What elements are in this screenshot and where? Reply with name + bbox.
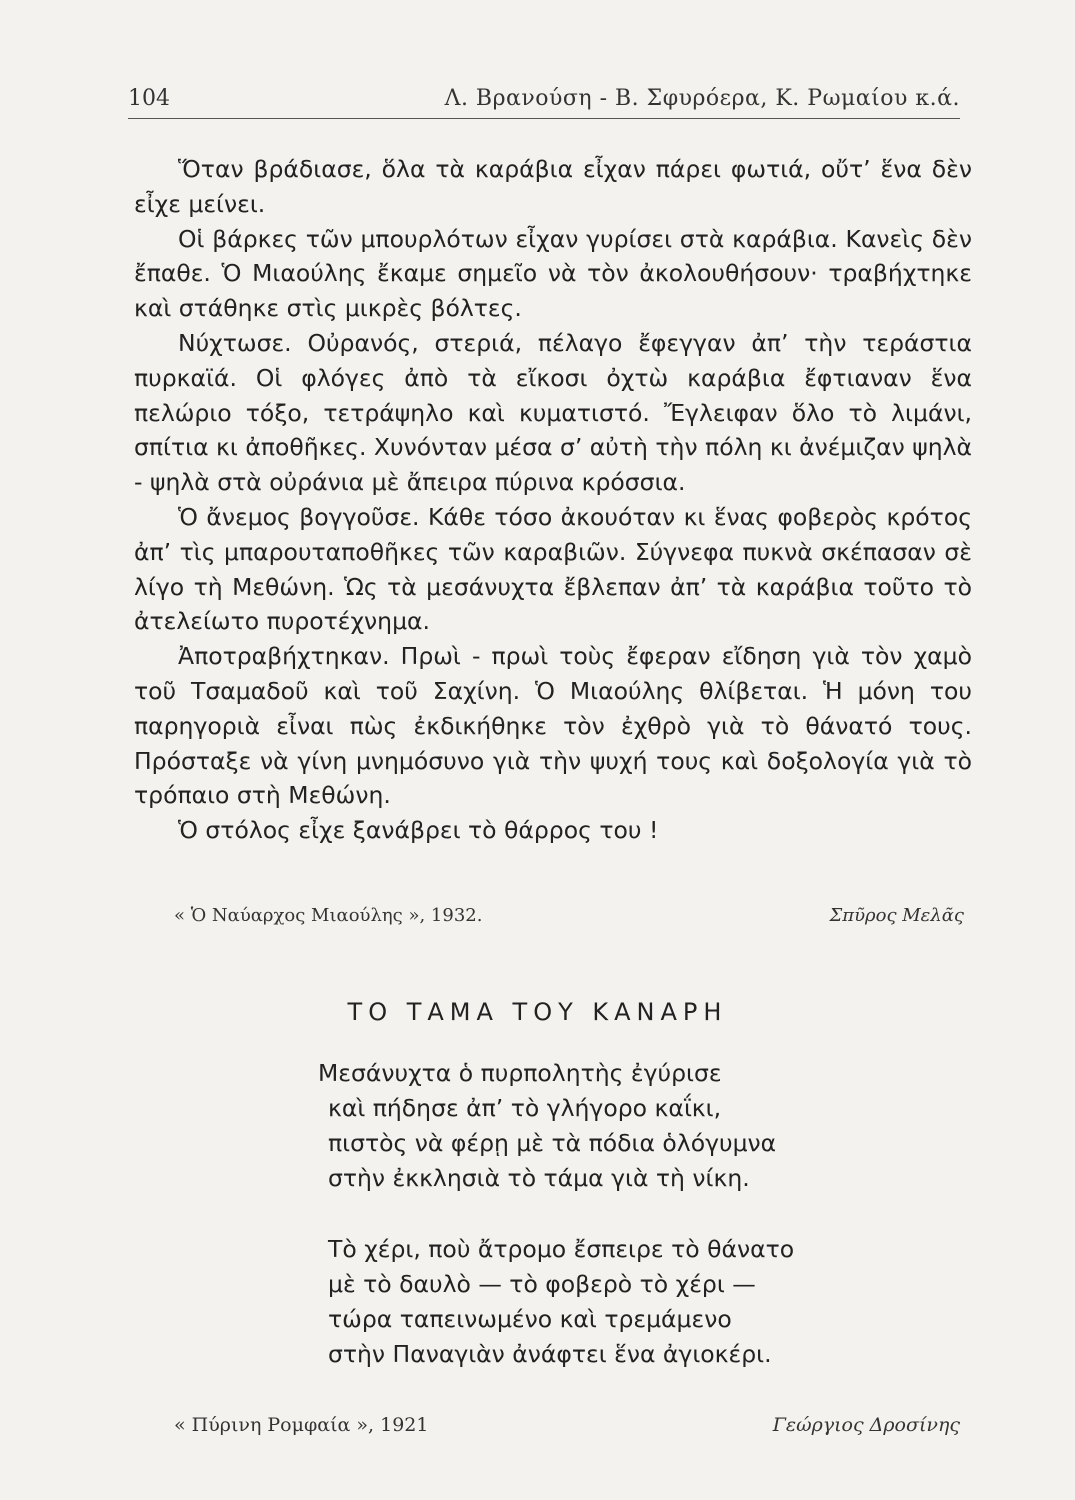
- verse-line: πιστὸς νὰ φέρῃ μὲ τὰ πόδια ὁλόγυμνα: [328, 1129, 777, 1157]
- verse-line: στὴν ἐκκλησιὰ τὸ τάμα γιὰ τὴ νίκη.: [328, 1164, 750, 1192]
- stanza: [318, 1056, 978, 1196]
- verse-line: μὲ τὸ δαυλὸ — τὸ φοβερὸ τὸ χέρι —: [328, 1270, 756, 1298]
- paragraph: Ἀποτραβήχτηκαν. Πρωὶ - πρωὶ τοὺς ἔφεραν εἴδηση γιὰ τὸν χαμὸ τοῦ Τσαμαδοῦ καὶ τοῦ Σαχίνη. Ὁ Μιαούλης θλίβεται. Ἡ μόνη του παρηγοριὰ εἶναι πὼς ἐκδικήθηκε τὸν ἐχθρὸ γιὰ τὸ θάνατό τους. Πρόσταξε νὰ γίνη μνημόσυνο γιὰ τὴν ψυχή τους καὶ δοξολογία γιὰ τὸ τρόπαιο στὴ Μεθώνη.: [134, 642, 972, 810]
- verse-line: τώρα ταπεινωμένο καὶ τρεμάμενο: [328, 1305, 732, 1333]
- source-author: Γεώργιος Δροσίνης: [772, 1414, 960, 1436]
- source-title: « Πύρινη Ρομφαία », 1921: [174, 1414, 429, 1436]
- stanza: [318, 1232, 978, 1372]
- paragraph: Ὁ ἄνεμος βογγοῦσε. Κάθε τόσο ἀκουόταν κι ἕνας φοβερὸς κρότος ἀπ’ τὶς μπαρουταποθῆκες τῶν καραβιῶν. Σύγνεφα πυκνὰ σκέπασαν σὲ λίγο τὴ Μεθώνη. Ὡς τὰ μεσάνυχτα ἔβλεπαν ἀπ’ τὰ καράβια τοῦτο τὸ ἀτελείωτο πυροτέχνημα.: [134, 502, 972, 636]
- paragraph: Ὅταν βράδιασε, ὅλα τὰ καράβια εἶχαν πάρει φωτιά, οὔτ’ ἕνα δὲν εἶχε μείνει.: [134, 155, 972, 218]
- paragraph: Νύχτωσε. Οὐρανός, στεριά, πέλαγο ἔφεγγαν ἀπ’ τὴν τεράστια πυρκαϊά. Οἱ φλόγες ἀπὸ τὰ εἴκοσι ὀχτὼ καράβια ἔφτιαναν ἕνα πελώριο τόξο, τετράψηλο καὶ κυματιστό. Ἔγλειφαν ὅλο τὸ λιμάνι, σπίτια κι ἀποθῆκες. Χυνόνταν μέσα σ’ αὐτὴ τὴν πόλη κι ἀνέμιζαν ψηλὰ - ψηλὰ στὰ οὐράνια μὲ ἄπειρα πύρινα κρόσσια.: [134, 328, 973, 497]
- paragraph: Ὁ στόλος εἶχε ξανάβρει τὸ θάρρος του !: [178, 816, 659, 845]
- poem: [318, 1056, 978, 1408]
- running-head: Λ. Βρανούση - Β. Σφυρόερα, Κ. Ρωμαίου κ.ά.: [444, 86, 960, 111]
- verse-line: στὴν Παναγιὰν ἀνάφτει ἕνα ἀγιοκέρι.: [328, 1340, 772, 1368]
- source-title: « Ὁ Ναύαρχος Μιαούλης », 1932.: [174, 905, 483, 926]
- page-number: 104: [128, 86, 170, 111]
- prose-text: [134, 152, 972, 848]
- page-header: [128, 86, 960, 119]
- verse-line: καὶ πήδησε ἀπ’ τὸ γλήγορο καΐκι,: [328, 1094, 722, 1122]
- paragraph: Οἱ βάρκες τῶν μπουρλότων εἶχαν γυρίσει στὰ καράβια. Κανεὶς δὲν ἔπαθε. Ὁ Μιαούλης ἔκαμε σημεῖο νὰ τὸν ἀκολουθήσουν· τραβήχτηκε καὶ στάθηκε στὶς μικρὲς βόλτες.: [134, 224, 972, 323]
- verse-line: Μεσάνυχτα ὁ πυρπολητὴς ἐγύρισε: [318, 1059, 722, 1087]
- source-citation-1: [174, 905, 964, 935]
- poem-title: ΤΟ ΤΑΜΑ ΤΟΥ ΚΑΝΑΡΗ: [347, 998, 728, 1026]
- verse-line: Τὸ χέρι, ποὺ ἄτρομο ἔσπειρε τὸ θάνατο: [328, 1235, 795, 1263]
- source-citation-2: [174, 1414, 960, 1444]
- source-author: Σπῦρος Μελᾶς: [829, 905, 964, 926]
